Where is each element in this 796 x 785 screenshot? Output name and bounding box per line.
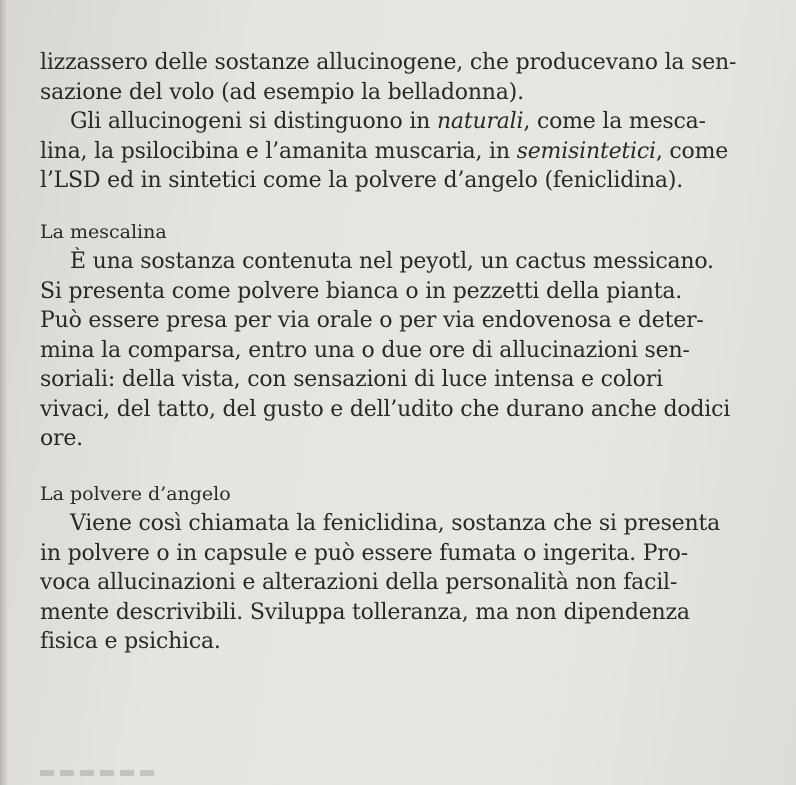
page-spine-shadow <box>0 0 8 785</box>
text-line: voca allucinazioni e alterazioni della personalità non facil- <box>40 570 678 595</box>
text-line <box>40 137 785 167</box>
text-block <box>40 48 785 657</box>
text-line: mina la comparsa, entro una o due ore di allucinazioni sen- <box>40 337 690 363</box>
text-line: l’LSD ed in sintetici come la polvere d’angelo (feniclidina). <box>40 168 684 193</box>
paragraph-intro <box>40 48 785 107</box>
text-line: Può essere presa per via orale o per via endovenosa e deter- <box>40 308 704 333</box>
section-polvere-angelo <box>40 480 785 657</box>
bleed-through-text <box>40 770 160 776</box>
text-line: sazione del volo (ad esempio la belladonna). <box>40 79 524 105</box>
text-line: Si presenta come polvere bianca o in pezzetti della pianta. <box>40 278 683 304</box>
spacer <box>40 454 785 480</box>
section-heading: La mescalina <box>40 220 167 243</box>
text-span: lina, la psilocibina e l’amanita muscaria, in <box>40 138 517 164</box>
text-line: vivaci, del tatto, del gusto e dell’udito che durano anche dodici <box>40 396 731 422</box>
text-span: Gli allucinogeni si distinguono in <box>70 109 437 134</box>
text-line: fisica e psichica. <box>40 629 221 654</box>
paragraph-classification <box>40 107 785 196</box>
text-line: Viene così chiamata la feniclidina, sostanza che si presenta <box>70 511 721 536</box>
text-line: soriali: della vista, con sensazioni di luce intensa e colori <box>40 367 663 392</box>
text-line <box>40 107 785 137</box>
emphasis-semisintetici: semisintetici <box>516 138 656 164</box>
section-heading: La polvere d’angelo <box>40 482 231 505</box>
text-line: ore. <box>40 426 83 451</box>
text-line: lizzassero delle sostanze allucinogene, che producevano la sen- <box>40 50 737 75</box>
spacer <box>40 196 785 218</box>
text-span: , come <box>655 138 729 164</box>
text-line: in polvere o in capsule e può essere fumata o ingerita. Pro- <box>40 540 688 566</box>
text-span: , come la mesca- <box>523 109 706 134</box>
section-mescalina <box>40 218 785 454</box>
text-line: mente descrivibili. Sviluppa tolleranza, ma non dipendenza <box>40 599 690 625</box>
text-line: È una sostanza contenuta nel peyotl, un cactus messicano. <box>70 249 714 274</box>
emphasis-naturali: naturali <box>436 109 524 134</box>
